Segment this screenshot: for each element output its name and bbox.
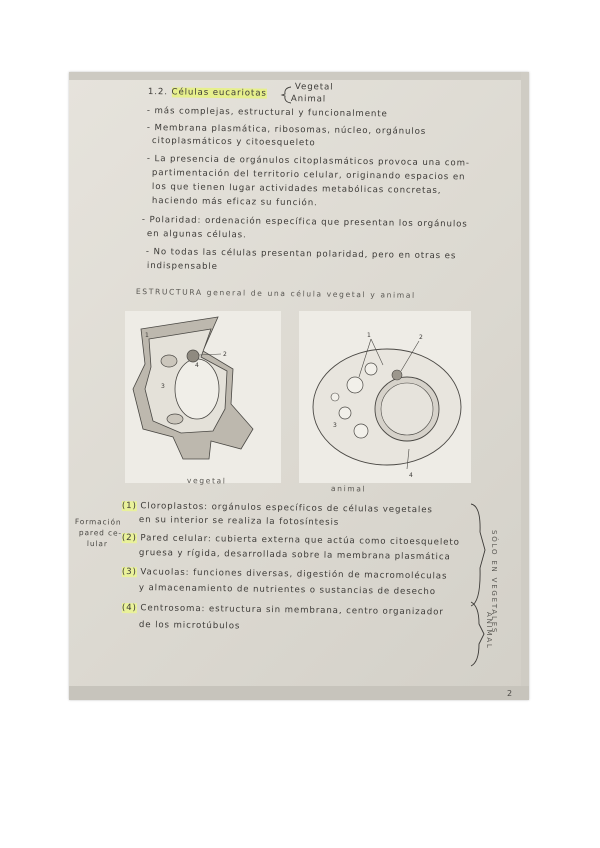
note-line: - Polaridad: ordenación específica que presentan los orgánulos: [141, 215, 468, 230]
note-line: citoplasmáticos y citoesqueleto: [151, 136, 316, 149]
notes-heading: [148, 87, 267, 99]
margin-note: Formación: [74, 517, 122, 527]
legend-text: Centrosoma: estructura sin membrana, centro organizador: [140, 603, 444, 618]
solo-vegetales-label: SÓLO EN VEGETALES: [490, 530, 498, 635]
figure-title: ESTRUCTURA general de una célula vegetal y animal: [135, 287, 416, 300]
legend-item-2: [122, 533, 460, 548]
margin-note: lular: [86, 539, 108, 549]
page-bottom-edge: [69, 686, 529, 700]
animal-label: 3: [333, 422, 337, 429]
heading-title: Células eucariotas: [171, 87, 267, 99]
animal-label: 2: [419, 334, 423, 341]
page-top-edge: [69, 72, 529, 80]
animal-label-wrap: [483, 612, 502, 650]
legend-text: Pared celular: cubierta externa que actúa como citoesqueleto: [140, 533, 460, 548]
legend-number: (3): [121, 567, 137, 578]
heading-branch-vegetal: Vegetal: [294, 82, 334, 93]
plant-label: 1: [145, 332, 149, 339]
plant-label: 3: [161, 383, 165, 390]
legend-text: Vacuolas: funciones diversas, digestión de macromoléculas: [140, 567, 448, 582]
plant-label: 4: [195, 362, 199, 369]
plant-cell-diagram: [123, 309, 283, 485]
note-line: - Membrana plasmática, ribosomas, núcleo, orgánulos: [146, 123, 427, 137]
legend-item-3: [122, 567, 448, 582]
legend-text: en su interior se realiza la fotosíntesis: [138, 515, 340, 528]
note-line: en algunas células.: [146, 229, 247, 241]
cell-diagrams: [123, 309, 471, 485]
notebook-page-photo: [69, 72, 529, 700]
note-line: partimentación del territorio celular, originando espacios en: [151, 168, 466, 183]
animal-bracket-label: ANIMAL: [485, 612, 493, 650]
page-number: 2: [507, 689, 513, 698]
legend-number: (4): [121, 603, 137, 614]
note-line: indispensable: [146, 261, 218, 272]
legend-item-1: [122, 501, 433, 515]
animal-cell-diagram: [299, 309, 471, 485]
caption-animal: animal: [330, 484, 367, 494]
legend-text: Cloroplastos: orgánulos específicos de células vegetales: [140, 501, 433, 516]
margin-note: pared ce-: [78, 528, 123, 538]
note-line: - No todas las células presentan polaridad, pero en otras es: [145, 247, 457, 262]
note-line: - más complejas, estructural y funcionalmente: [146, 106, 388, 120]
legend-text: gruesa y rígida, desarrollada sobre la membrana plasmática: [138, 548, 451, 563]
page-right-edge: [521, 72, 529, 700]
note-line: haciendo más eficaz su función.: [151, 196, 318, 209]
note-line: los que tienen lugar actividades metabólicas concretas,: [151, 182, 442, 197]
plant-label: 2: [223, 351, 227, 358]
legend-text: y almacenamiento de nutrientes o sustancias de desecho: [138, 583, 436, 598]
heading-number: 1.2.: [147, 87, 168, 98]
legend-number: (2): [121, 533, 137, 544]
note-line: - La presencia de orgánulos citoplasmáticos provoca una com-: [146, 154, 470, 169]
heading-branch-animal: Animal: [290, 94, 327, 105]
vegetales-bracket: [469, 502, 487, 612]
caption-vegetal: vegetal: [186, 476, 227, 486]
animal-label: 1: [367, 332, 371, 339]
legend-text: de los microtúbulos: [138, 620, 241, 632]
legend-item-4: [122, 603, 444, 617]
animal-label: 4: [409, 472, 413, 479]
legend-number: (1): [121, 501, 137, 512]
